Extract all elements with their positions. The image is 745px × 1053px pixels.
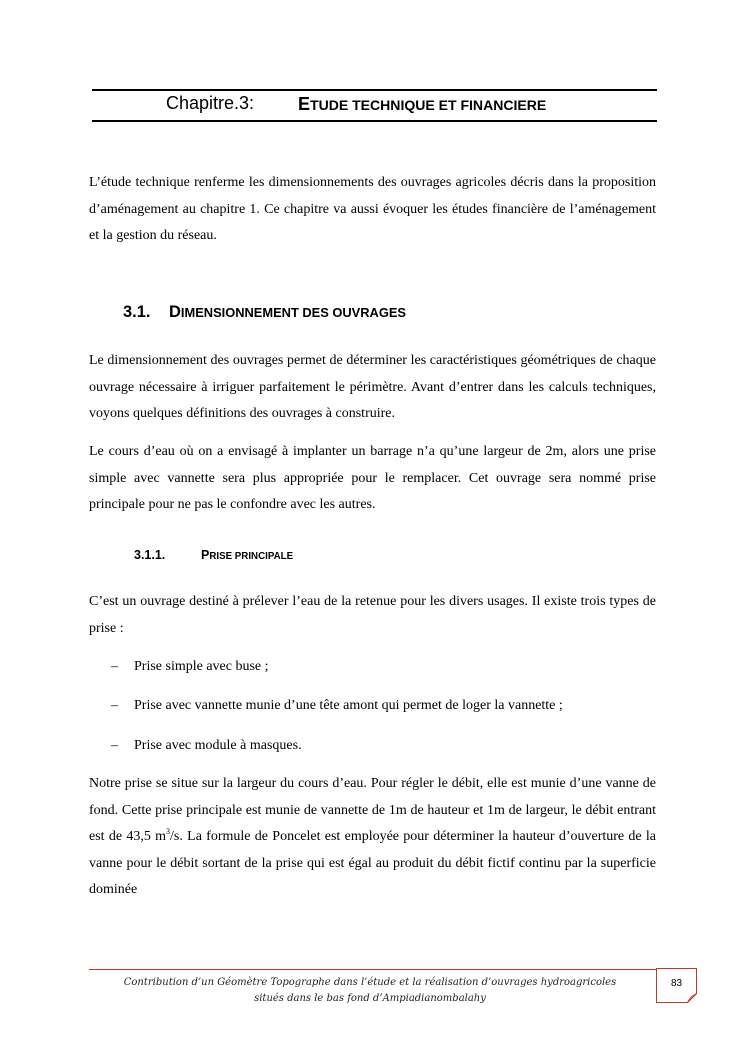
chapter-name-initial: E xyxy=(298,94,311,114)
section-paragraph-1: Le dimensionnement des ouvrages permet de déterminer les caractéristiques géométriques de chaque ouvrage nécessaire à irriguer parfaitement le périmètre. Avant d’entrer dans les calculs techniques, voyons quelques définitions des ouvrages à construire. xyxy=(89,353,656,421)
footer-rule xyxy=(89,969,661,970)
chapter-name-rest: TUDE TECHNIQUE ET FINANCIERE xyxy=(310,97,547,113)
chapter-bottom-rule xyxy=(92,120,657,122)
section-paragraph-2: Le cours d’eau où on a envisagé à implanter un barrage n’a qu’une largeur de 2m, alors une prise simple avec vannette sera plus appropriée pour le remplacer. Cet ouvrage sera nommé prise principale pour ne pas le confondre avec les autres. xyxy=(89,444,656,512)
list-item xyxy=(111,657,269,677)
subsection-intro-paragraph: C’est un ouvrage destiné à prélever l’eau de la retenue pour les divers usages. Il existe trois types de prise : xyxy=(89,594,656,636)
bullet-dash: – xyxy=(111,738,118,753)
closing-text-before: Notre prise se situe sur la largeur du cours d’eau. Pour régler le débit, elle est munie d’une vanne de fond. Cette prise principale est munie de vannette de 1m de hauteur et 1m de largeur, le débit entrant est de 43,5 m xyxy=(89,776,656,844)
list-item xyxy=(111,736,302,756)
section-heading xyxy=(123,303,406,322)
closing-text-after: /s. La formule de Poncelet est employée pour déterminer la hauteur d’ouverture de la vanne pour le débit sortant de la prise qui est égal au produit du débit fictif continu par la superficie dominée xyxy=(89,829,656,897)
chapter-label: Chapitre.3: xyxy=(166,93,255,113)
list-item-text: Prise avec vannette munie d’une tête amont qui permet de loger la vannette ; xyxy=(134,698,563,713)
footer-text: Contribution d’un Géomètre Topographe dans l’étude et la réalisation d’ouvrages hydroagricoles situés dans le bas fond d’Ampiadianombalahy xyxy=(123,977,617,1004)
unit-exponent: 3 xyxy=(166,827,171,836)
intro-paragraph: L’étude technique renferme les dimensionnements des ouvrages agricoles décris dans la proposition d’aménagement au chapitre 1. Ce chapitre va aussi évoquer les études financière de l’aménagement et la gestion du réseau. xyxy=(89,175,656,243)
closing-paragraph xyxy=(89,771,656,904)
list-item xyxy=(111,696,563,716)
section-number: 3.1. xyxy=(123,303,151,321)
page-number: 83 xyxy=(670,978,683,989)
subsection-number: 3.1.1. xyxy=(134,548,166,562)
subsection-heading xyxy=(134,548,293,562)
page-number-box xyxy=(656,968,697,1003)
chapter-name xyxy=(298,94,546,115)
list-item-text: Prise avec module à masques. xyxy=(134,738,302,753)
chapter-top-rule xyxy=(92,89,657,91)
page-curl-icon xyxy=(687,993,697,1003)
subsection-title-initial: P xyxy=(201,548,210,562)
list-item-text: Prise simple avec buse ; xyxy=(134,659,269,674)
chapter-heading xyxy=(92,93,657,117)
bullet-dash: – xyxy=(111,659,118,674)
section-title-rest: IMENSIONNEMENT DES OUVRAGES xyxy=(180,305,406,320)
subsection-title-rest: RISE PRINCIPALE xyxy=(209,551,294,562)
bullet-dash: – xyxy=(111,698,118,713)
section-title-initial: D xyxy=(169,303,181,321)
